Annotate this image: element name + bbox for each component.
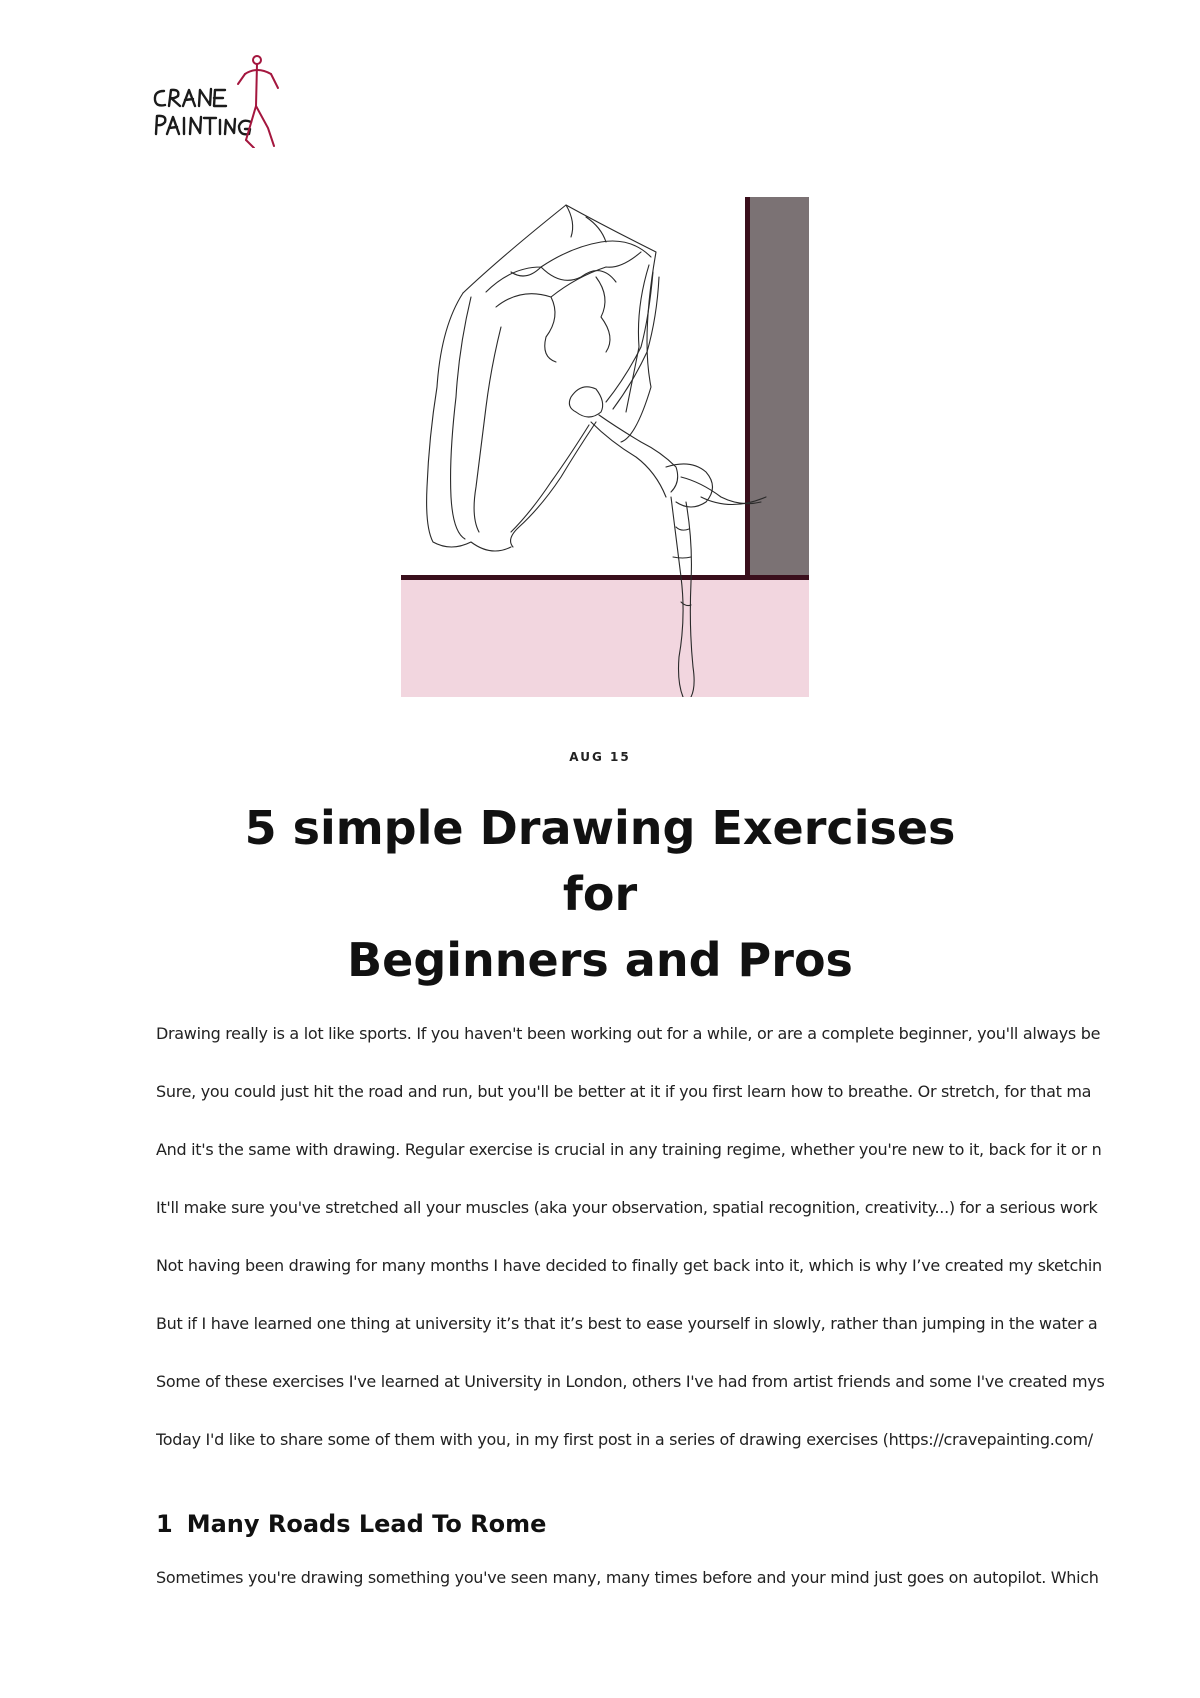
post-title: [200, 795, 1000, 993]
crane-painting-logo-graphic: [150, 48, 300, 148]
post-title-line-1: 5 simple Drawing Exercises for: [244, 801, 956, 921]
body-paragraph: Some of these exercises I've learned at University in London, others I've had from artist friends and some I've created mys: [156, 1372, 1105, 1391]
post-body: [156, 1024, 1156, 1684]
pink-floor-shape: [401, 578, 809, 697]
grey-wall-shape: [746, 197, 809, 578]
body-paragraph-with-link[interactable]: Today I'd like to share some of them with you, in my first post in a series of drawing exercises (https://cravepainting.com/: [156, 1430, 1093, 1449]
body-paragraph: Sure, you could just hit the road and run, but you'll be better at it if you first learn how to breathe. Or stretch, for that ma: [156, 1082, 1092, 1101]
section-number: 1: [156, 1510, 173, 1538]
dancer-sketch-image: [401, 197, 809, 697]
body-paragraph: It'll make sure you've stretched all your muscles (aka your observation, spatial recognition, creativity...) for a serious work: [156, 1198, 1098, 1217]
post-title-line-2: Beginners and Pros: [347, 933, 853, 987]
section-1-paragraph: Sometimes you're drawing something you've seen many, many times before and your mind just goes on autopilot. Which: [156, 1568, 1099, 1587]
post-date: AUG 15: [569, 750, 631, 764]
section-heading-text: Many Roads Lead To Rome: [186, 1510, 547, 1538]
body-paragraph: Not having been drawing for many months I have decided to finally get back into it, which is why I’ve created my sketchin: [156, 1256, 1102, 1275]
hero-illustration: [401, 197, 809, 697]
body-paragraph: And it's the same with drawing. Regular exercise is crucial in any training regime, whether you're new to it, back for it or n: [156, 1140, 1102, 1159]
site-logo[interactable]: [150, 48, 300, 148]
body-paragraph: But if I have learned one thing at university it’s that it’s best to ease yourself in slowly, rather than jumping in the water a: [156, 1314, 1098, 1333]
section-heading-1: [156, 1510, 1156, 1538]
body-paragraph: Drawing really is a lot like sports. If you haven't been working out for a while, or are a complete beginner, you'll always be: [156, 1024, 1101, 1043]
